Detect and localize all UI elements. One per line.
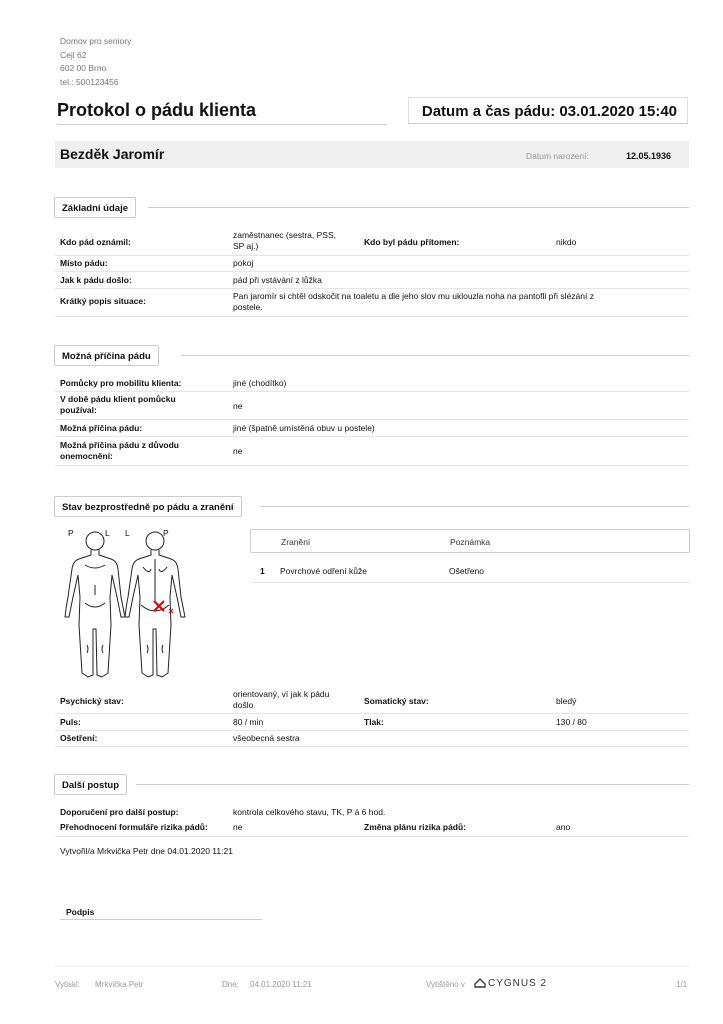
dob-label: Datum narození:	[526, 151, 589, 161]
row-divider	[55, 730, 689, 731]
psych-value-2: došlo	[233, 700, 254, 710]
page-title: Protokol o pádu klienta	[57, 100, 257, 120]
section-basic-heading: Základní údaje	[54, 197, 136, 218]
note-value: Ošetřeno	[449, 566, 484, 576]
place-label: Místo pádu:	[60, 258, 108, 268]
how-label: Jak k pádu došlo:	[60, 275, 132, 285]
row-divider	[55, 713, 689, 714]
disease-label-2: onemocnění:	[60, 451, 113, 461]
org-street: Cejl 62	[60, 49, 87, 60]
section-divider	[148, 207, 689, 208]
treatment-value: všeobecná sestra	[233, 733, 300, 743]
row-divider	[55, 288, 689, 289]
org-name: Domov pro seniory	[60, 36, 132, 46]
fall-datetime: Datum a čas pádu: 03.01.2020 15:40	[408, 97, 688, 124]
cygnus-logo-text: CYGNUS 2	[488, 977, 548, 989]
figure-label-right-front: P	[68, 528, 74, 538]
desc-value-2: postele.	[233, 302, 263, 312]
body-diagram	[55, 525, 195, 685]
reeval-label: Přehodnocení formuláře rizika pádů:	[60, 822, 208, 832]
cygnus-logo-icon	[474, 978, 486, 988]
injury-marker-small-icon	[168, 601, 174, 607]
reported-by-value-1: zaměstnanec (sestra, PSS,	[233, 230, 336, 240]
aids-value: jiné (chodítko)	[233, 378, 287, 388]
footer-printed-by: Mrkvička Petr	[95, 980, 144, 989]
bp-value: 130 / 80	[556, 717, 587, 727]
used-value: ne	[233, 401, 243, 411]
recommend-value: kontrola celkového stavu, TK, P á 6 hod.	[233, 807, 386, 817]
aids-label: Pomůcky pro mobilitu klienta:	[60, 378, 182, 388]
possible-value: jiné (špatně umístěná obuv u postele)	[233, 423, 375, 433]
section-divider	[136, 784, 689, 785]
dob-value: 12.05.1936	[626, 151, 672, 161]
injury-marker-icon	[152, 599, 166, 613]
present-label: Kdo byl pádu přítomen:	[364, 237, 460, 247]
reported-by-label: Kdo pád oznámil:	[60, 237, 131, 247]
footer-date-label: Dne:	[222, 980, 239, 989]
bp-label: Tlak:	[364, 717, 384, 727]
title-underline	[57, 124, 387, 125]
signature-line	[60, 919, 262, 920]
row-divider	[55, 271, 689, 272]
figure-label-left-front: L	[105, 528, 110, 538]
org-city: 602 00 Brno	[60, 63, 107, 73]
signature-label: Podpis	[66, 907, 95, 917]
row-divider	[55, 419, 689, 420]
address-block	[60, 35, 131, 89]
table-row	[250, 560, 690, 582]
footer-page: 1/1	[676, 980, 688, 989]
section-divider	[260, 506, 689, 507]
treatment-label: Ošetření:	[60, 733, 98, 743]
client-name: Bezděk Jaromír	[60, 146, 165, 162]
desc-value-1: Pan jaromír si chtěl odskočit na toaletu a dle jeho slov mu uklouzla noha na pantofli při slézání z	[233, 291, 594, 301]
injury-value: Povrchové odření kůže	[280, 566, 367, 576]
plan-label: Změna plánu rizika pádů:	[364, 822, 467, 832]
disease-value: ne	[233, 446, 243, 456]
footer-printed-in: Vytištěno v	[426, 980, 465, 989]
reeval-value: ne	[233, 822, 243, 832]
psych-value-1: orientovaný, ví jak k pádu	[233, 689, 330, 699]
row-divider	[55, 391, 689, 392]
pulse-value: 80 / min	[233, 717, 264, 727]
psych-label: Psychický stav:	[60, 696, 124, 706]
row-divider	[55, 746, 689, 747]
section-state-heading: Stav bezprostředně po pádu a zranění	[54, 496, 242, 517]
injury-column-header: Zranění	[281, 537, 311, 547]
cygnus-logo	[474, 976, 547, 990]
figure-label-right-back: P	[163, 528, 169, 538]
possible-label: Možná příčina pádu:	[60, 423, 143, 433]
how-value: pád při vstávání z lůžka	[233, 275, 322, 285]
footer-printed-label: Vytiskl:	[55, 980, 81, 989]
created-by: Vytvořil/a Mrkvička Petr dne 04.01.2020 11:21	[60, 846, 233, 856]
place-value: pokoj	[233, 258, 254, 268]
pulse-label: Puls:	[60, 717, 81, 727]
section-cause-heading: Možná příčina pádu	[54, 345, 159, 366]
desc-label: Krátký popis situace:	[60, 296, 146, 306]
recommend-label: Doporučení pro další postup:	[60, 807, 179, 817]
footer-divider	[55, 966, 689, 967]
injury-table-header	[250, 529, 690, 553]
row-divider	[250, 582, 690, 583]
note-column-header: Poznámka	[450, 537, 491, 547]
plan-value: ano	[556, 822, 571, 832]
section-next-heading: Další postup	[54, 774, 127, 795]
footer-date: 04.01.2020 11:21	[250, 980, 312, 989]
body-figure-icon	[55, 525, 195, 685]
disease-label-1: Možná příčina pádu z důvodu	[60, 440, 179, 450]
figure-label-left-back: L	[125, 528, 130, 538]
org-phone: tel.: 500123456	[60, 76, 119, 87]
injury-number: 1	[260, 566, 265, 576]
section-divider	[181, 355, 689, 356]
row-divider	[55, 316, 689, 317]
reported-by-value-2: SP aj.)	[233, 241, 259, 251]
row-divider	[55, 255, 689, 256]
row-divider	[55, 465, 689, 466]
row-divider	[55, 836, 689, 837]
somatic-value: bledý	[556, 696, 577, 706]
present-value: nikdo	[556, 237, 577, 247]
row-divider	[55, 436, 689, 437]
used-label-1: V době pádu klient pomůcku	[60, 394, 176, 404]
somatic-label: Somatický stav:	[364, 696, 429, 706]
used-label-2: používal:	[60, 405, 97, 415]
